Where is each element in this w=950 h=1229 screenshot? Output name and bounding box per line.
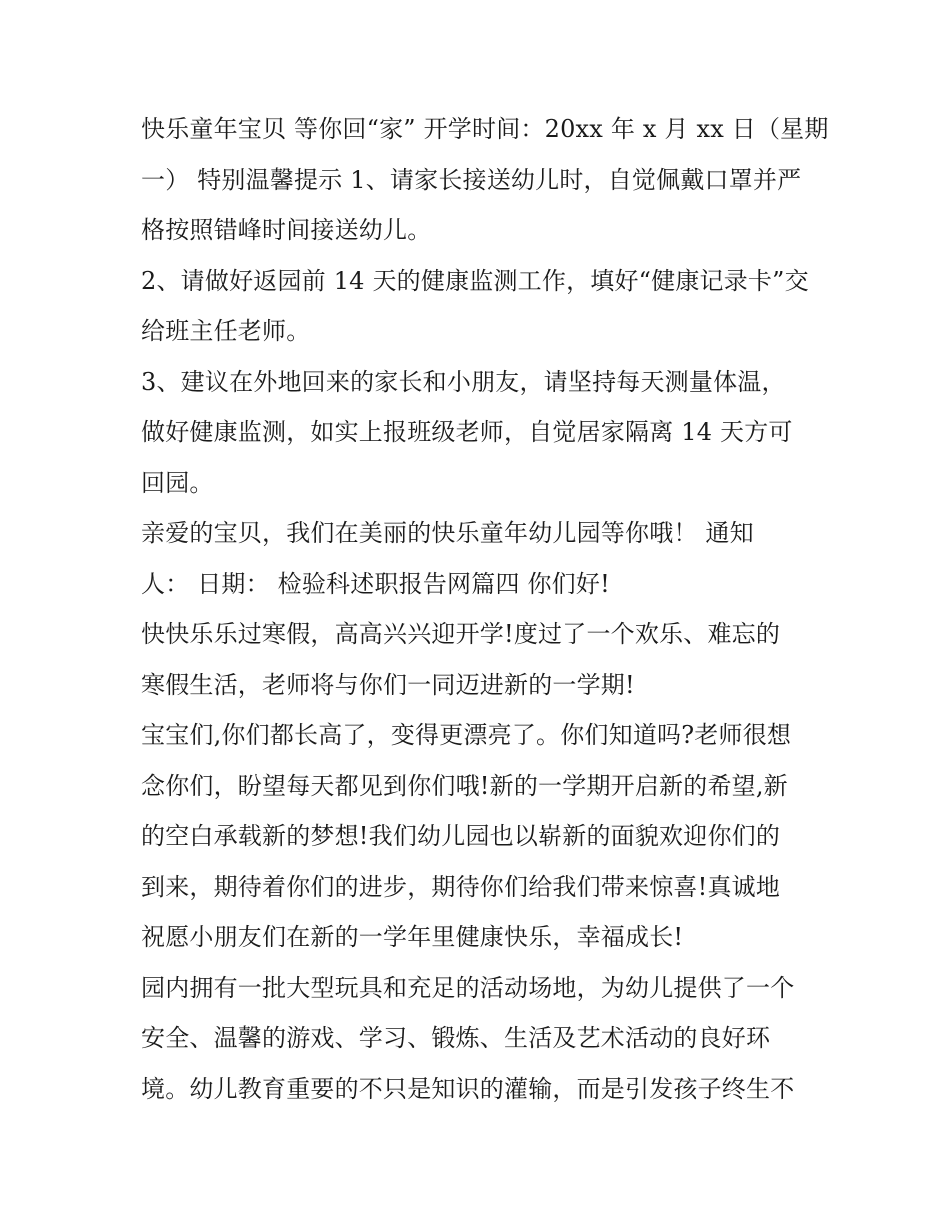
text-line: 到来，期待着你们的进步，期待你们给我们带来惊喜!真诚地 [141,872,781,901]
text-line: 人： 日期： 检验科述职报告网篇四 你们好! [141,569,610,598]
text-line: 3、建议在外地回来的家长和小朋友，请坚持每天测量体温， [141,367,786,396]
text-line: 快快乐乐过寒假，高高兴兴迎开学!度过了一个欢乐、难忘的 [141,620,781,648]
text-line: 的空白承载新的梦想!我们幼儿园也以崭新的面貌欢迎你们的 [141,822,781,850]
text-line: 寒假生活，老师将与你们一同迈进新的一学期! [141,670,635,699]
text-line: 境。幼儿教育重要的不只是知识的灌输，而是引发孩子终生不 [141,1074,795,1103]
text-line: 亲爱的宝贝，我们在美丽的快乐童年幼儿园等你哦！ 通知 [141,519,754,547]
text-line: 格按照错峰时间接送幼儿。 [141,216,432,244]
text-line: 安全、温馨的游戏、学习、锻炼、生活及艺术活动的良好环 [141,1024,771,1052]
text-line: 念你们，盼望每天都见到你们哦!新的一学期开启新的希望,新 [141,771,788,800]
document-body [141,104,829,1114]
text-line: 快乐童年宝贝 等你回“家” 开学时间：20xx 年 x 月 xx 日（星期 [141,115,829,143]
text-line: 回园。 [141,468,214,497]
text-line: 给班主任老师。 [141,317,311,345]
text-line: 园内拥有一批大型玩具和充足的活动场地，为幼儿提供了一个 [141,973,795,1002]
text-line: 祝愿小朋友们在新的一学年里健康快乐，幸福成长! [141,923,684,951]
text-line: 宝宝们,你们都长高了，变得更漂亮了。你们知道吗?老师很想 [141,721,792,749]
text-line: 2、请做好返园前 14 天的健康监测工作，填好“健康记录卡”交 [141,266,809,295]
text-line: 一） 特别温馨提示 1、请家长接送幼儿时，自觉佩戴口罩并严 [141,165,802,194]
text-line: 做好健康监测，如实上报班级老师，自觉居家隔离 14 天方可 [141,418,793,446]
